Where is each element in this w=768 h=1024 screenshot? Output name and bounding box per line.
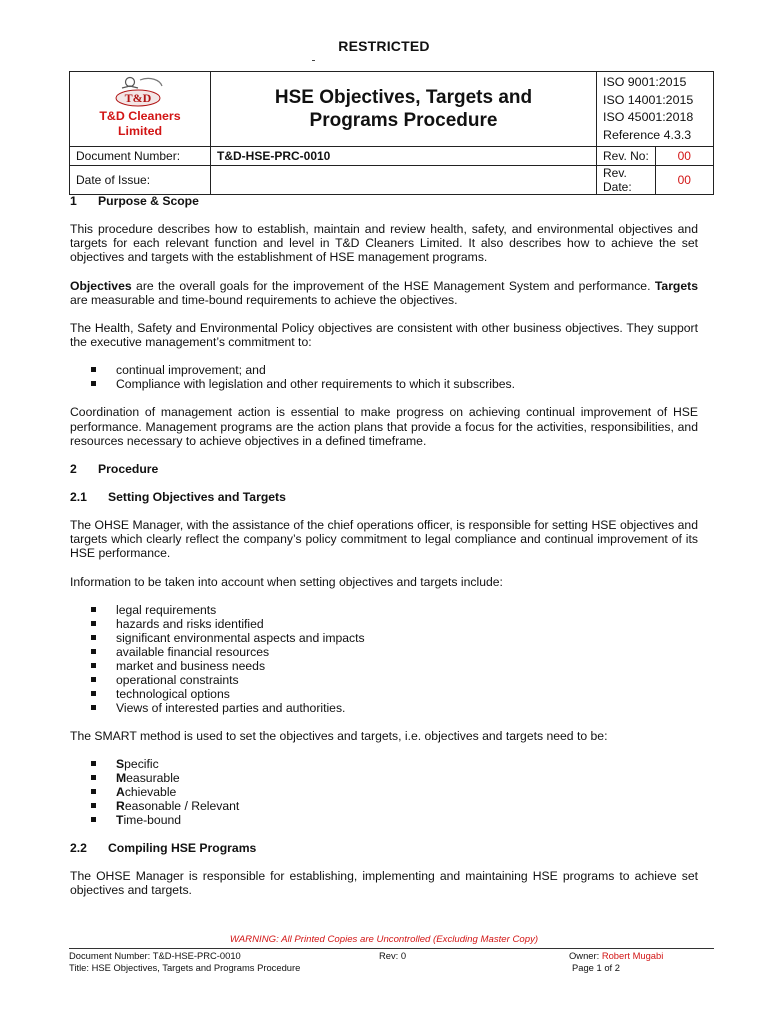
- term-definition: are the overall goals for the improvement of the HSE Management System and performance.: [131, 278, 651, 293]
- list-item-text: legal requirements: [116, 602, 217, 617]
- paragraph: This procedure describes how to establish, maintain and review health, safety, and environmental objectives and targets for each relevant function and level in T&D Cleaners Limited. It also describes how to achieve the set objectives and targets with the establishment of HSE management programs.: [70, 222, 698, 265]
- paragraph: The OHSE Manager, with the assistance of the chief operations officer, is responsible for setting HSE objectives and targets which clearly reflect the company’s policy commitment to legal compliance and continual improvement of its HSE performance.: [70, 518, 698, 561]
- list-item-text: Compliance with legislation and other requirements to which it subscribes.: [116, 377, 515, 392]
- smart-letter: R: [116, 799, 125, 814]
- bullet-icon: [91, 607, 96, 612]
- paragraph: The OHSE Manager is responsible for establishing, implementing and maintaining HSE programs to achieve set objectives and targets.: [70, 869, 698, 898]
- bullet-icon: [91, 367, 96, 372]
- term-targets: Targets: [654, 278, 698, 293]
- smart-letter: T: [116, 813, 124, 828]
- company-name-text: T&D Cleaners Limited: [99, 109, 181, 138]
- section-2-heading: [70, 462, 698, 476]
- divider: [312, 60, 315, 61]
- list-item: [70, 673, 698, 687]
- footer-rev: Rev: 0: [379, 950, 407, 961]
- bullet-icon: [91, 789, 96, 794]
- footer-owner: [569, 950, 663, 962]
- section-number: 1: [70, 194, 77, 208]
- section-title: Procedure: [98, 462, 159, 477]
- bullet-icon: [91, 663, 96, 668]
- list-item-text: chievable: [124, 785, 177, 800]
- document-body: [70, 194, 698, 897]
- term-definition: are measurable and time-bound requirements to achieve the objectives.: [70, 292, 458, 307]
- section-number: 2.1: [70, 490, 87, 505]
- iso-14001: ISO 14001:2015: [603, 92, 694, 107]
- footer-divider: [69, 948, 714, 949]
- list-item: [70, 785, 698, 799]
- list-item-text: technological options: [116, 686, 230, 701]
- doc-number-value: T&D-HSE-PRC-0010: [211, 147, 597, 166]
- smart-letter: M: [116, 771, 127, 786]
- doc-number-label: Document Number:: [70, 147, 211, 166]
- page-footer: [69, 950, 714, 974]
- bullet-icon: [91, 775, 96, 780]
- list-item: [70, 617, 698, 631]
- list-item-text: easonable / Relevant: [124, 799, 240, 814]
- bullet-icon: [91, 677, 96, 682]
- smart-letter: S: [116, 757, 125, 772]
- bullet-icon: [91, 705, 96, 710]
- paragraph: The SMART method is used to set the objectives and targets, i.e. objectives and targets need to be:: [70, 728, 608, 743]
- paragraph: Coordination of management action is essential to make progress on achieving continual improvement of HSE performance. Management programs are the action plans that provide a focus for the activities, responsibilities, and resources necessary to achieve objectives in a defined timeframe.: [70, 405, 698, 448]
- bullet-icon: [91, 761, 96, 766]
- rev-no-value: 00: [655, 147, 714, 166]
- list-item-text: significant environmental aspects and impacts: [116, 630, 365, 645]
- footer-doc-number: Document Number: T&D-HSE-PRC-0010: [69, 950, 241, 961]
- smart-list: [70, 757, 698, 827]
- list-item: [70, 757, 698, 771]
- smart-letter: A: [116, 785, 125, 800]
- iso-9001: ISO 9001:2015: [603, 75, 687, 89]
- bullet-icon: [91, 691, 96, 696]
- footer-title: Title: HSE Objectives, Targets and Programs Procedure: [69, 962, 301, 973]
- iso-reference: Reference 4.3.3: [603, 127, 692, 142]
- date-issue-value: [211, 166, 597, 195]
- bullet-icon: [91, 803, 96, 808]
- section-title: Purpose & Scope: [98, 194, 199, 208]
- bullet-list: [70, 363, 698, 391]
- footer-page: Page 1 of 2: [572, 962, 620, 973]
- document-title: [211, 72, 597, 147]
- list-item: [70, 687, 698, 701]
- date-issue-label: Date of Issue:: [70, 166, 211, 195]
- rev-no-label: Rev. No:: [597, 147, 656, 166]
- section-number: 2: [70, 462, 77, 477]
- restricted-label: RESTRICTED: [338, 38, 430, 54]
- iso-standards: [597, 72, 714, 147]
- rev-date-value: 00: [655, 166, 714, 195]
- company-name: [70, 109, 210, 139]
- document-title-text: HSE Objectives, Targets and Programs Procedure: [274, 87, 533, 131]
- section-number: 2.2: [70, 841, 87, 856]
- bullet-icon: [91, 621, 96, 626]
- bullet-list: [70, 603, 698, 715]
- list-item-text: available financial resources: [116, 644, 270, 659]
- list-item: [70, 645, 698, 659]
- company-logo-icon: [110, 74, 170, 108]
- section-2-1-heading: [70, 490, 698, 504]
- list-item-text: easurable: [126, 771, 180, 786]
- paragraph-objectives: [70, 279, 698, 307]
- paragraph: Information to be taken into account when setting objectives and targets include:: [70, 574, 503, 589]
- section-title: Compiling HSE Programs: [108, 841, 257, 856]
- list-item-text: pecific: [124, 757, 159, 772]
- list-item: [70, 813, 698, 827]
- logo-cell: [70, 72, 211, 147]
- bullet-icon: [91, 381, 96, 386]
- uncontrolled-copy-warning: WARNING: All Printed Copies are Uncontrolled (Excluding Master Copy): [229, 934, 539, 945]
- bullet-icon: [91, 649, 96, 654]
- document-header-table: [69, 71, 714, 195]
- rev-date-label: Rev. Date:: [597, 166, 656, 195]
- term-objectives: Objectives: [70, 278, 132, 293]
- list-item: [70, 377, 698, 391]
- list-item-text: Views of interested parties and authorities.: [116, 700, 346, 715]
- paragraph: The Health, Safety and Environmental Policy objectives are consistent with other business objectives. They support the executive management’s commitment to:: [70, 321, 698, 350]
- list-item-text: continual improvement; and: [116, 363, 266, 378]
- iso-45001: ISO 45001:2018: [603, 110, 694, 124]
- list-item: [70, 659, 698, 673]
- list-item: [70, 799, 698, 813]
- logo-text: T&D: [124, 91, 152, 105]
- list-item-text: market and business needs: [116, 658, 266, 673]
- owner-name: Robert Mugabi: [601, 950, 664, 961]
- section-title: Setting Objectives and Targets: [108, 490, 286, 505]
- bullet-icon: [91, 635, 96, 640]
- owner-label: Owner:: [569, 950, 602, 961]
- list-item: [70, 771, 698, 785]
- list-item: [70, 701, 698, 715]
- section-1-heading: [70, 194, 698, 208]
- list-item-text: ime-bound: [123, 813, 182, 828]
- section-2-2-heading: [70, 841, 698, 855]
- list-item: [70, 631, 698, 645]
- list-item: [70, 603, 698, 617]
- list-item-text: hazards and risks identified: [116, 616, 264, 631]
- list-item-text: operational constraints: [116, 672, 239, 687]
- list-item: [70, 363, 698, 377]
- bullet-icon: [91, 817, 96, 822]
